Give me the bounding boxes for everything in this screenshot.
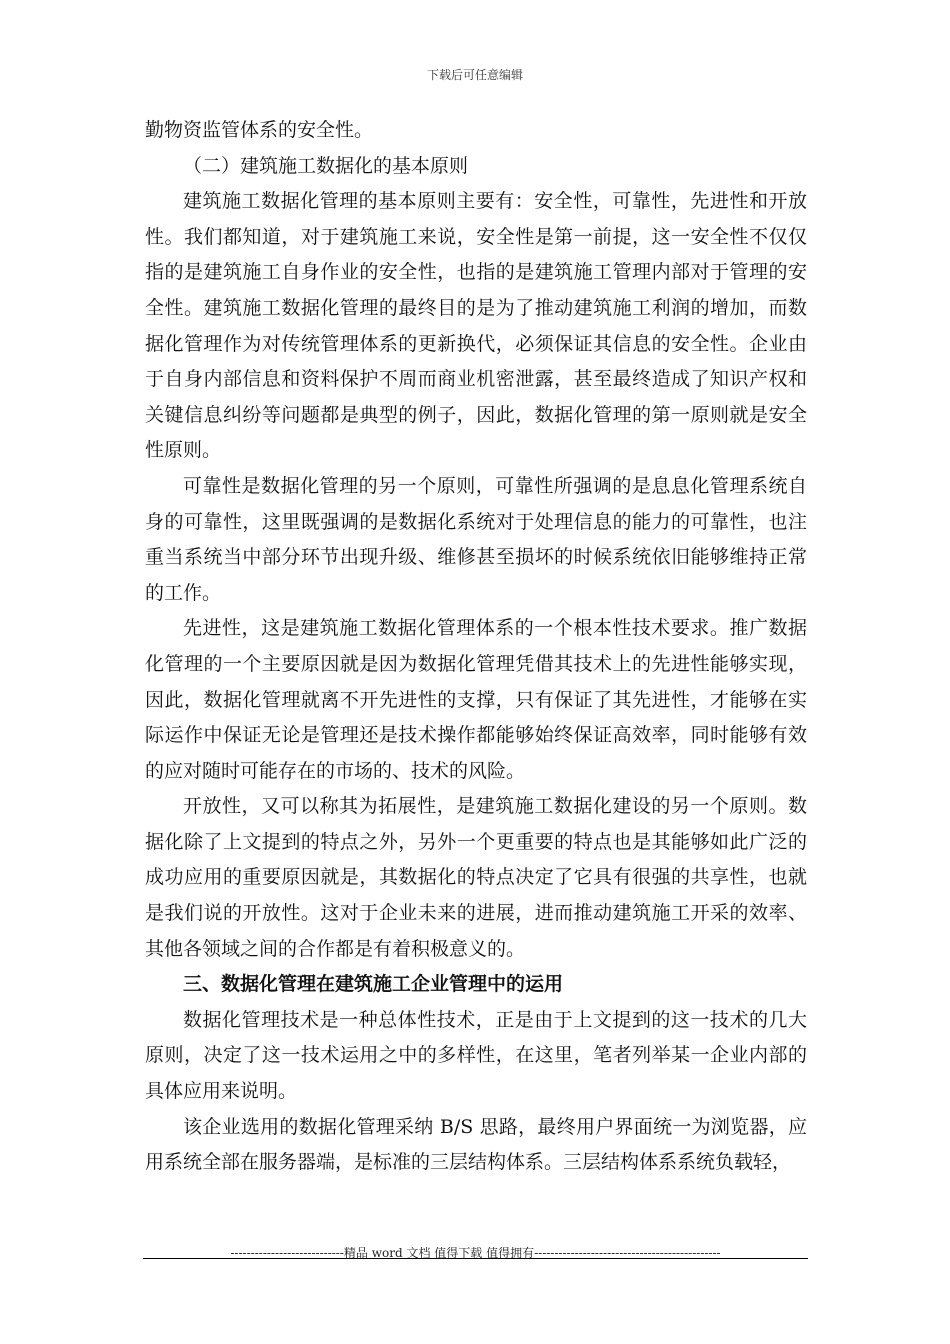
paragraph: 数据化管理技术是一种总体性技术，正是由于上文提到的这一技术的几大原则，决定了这一技术运用之中的多样性，在这里，笔者列举某一企业内部的具体应用来说明。: [145, 1008, 807, 1103]
section-subheading: （二）建筑施工数据化的基本原则: [183, 154, 469, 177]
paragraph: 开放性，又可以称其为拓展性，是建筑施工数据化建设的另一个原则。数据化除了上文提到的特点之外，另外一个更重要的特点也是其能够如此广泛的成功应用的重要原因就是，其数据化的特点决定了它具有很强的共享性，也就是我们说的开放性。这对于企业未来的进展，进而推动建筑施工开采的效率、其他各领域之间的合作都是有着积极意义的。: [145, 795, 807, 960]
page-header: 下载后可任意编辑: [426, 68, 523, 82]
paragraph: 先进性，这是建筑施工数据化管理体系的一个根本性技术要求。推广数据化管理的一个主要原因就是因为数据化管理凭借其技术上的先进性能够实现，因此，数据化管理就离不开先进性的支撑，只有保证了其先进性，才能够在实际运作中保证无论是管理还是技术操作都能够始终保证高效率，同时能够有效的应对随时可能存在的市场的、技术的风险。: [145, 617, 807, 782]
paragraph: 勤物资监管体系的安全性。: [145, 119, 374, 141]
body-text: [145, 113, 807, 1181]
paragraph: 该企业选用的数据化管理采纳 B/S 思路，最终用户界面统一为浏览器，应用系统全部在服务器端，是标准的三层结构体系。三层结构体系系统负载轻，: [145, 1115, 807, 1174]
paragraph: 可靠性是数据化管理的另一个原则，可靠性所强调的是息息化管理系统自身的可靠性，这里既强调的是数据化系统对于处理信息的能力的可靠性，也注重当系统当中部分环节出现升级、维修甚至损坏的时候系统依旧能够维持正常的工作。: [145, 474, 807, 604]
paragraph: 建筑施工数据化管理的基本原则主要有：安全性，可靠性，先进性和开放性。我们都知道，对于建筑施工来说，安全性是第一前提，这一安全性不仅仅指的是建筑施工自身作业的安全性，也指的是建筑施工管理内部对于管理的安全性。建筑施工数据化管理的最终目的是为了推动建筑施工利润的增加，而数据化管理作为对传统管理体系的更新换代，必须保证其信息的安全性。企业由于自身内部信息和资料保护不周而商业机密泄露，甚至最终造成了知识产权和关键信息纠纷等问题都是典型的例子，因此，数据化管理的第一原则就是安全性原则。: [145, 190, 807, 462]
section-heading: 三、数据化管理在建筑施工企业管理中的运用: [183, 973, 564, 996]
page-footer: ----------------------------精品 word 文档 值得下载 值得拥有----------------------------------------------: [230, 1246, 721, 1260]
footer-rule: [143, 1258, 808, 1259]
